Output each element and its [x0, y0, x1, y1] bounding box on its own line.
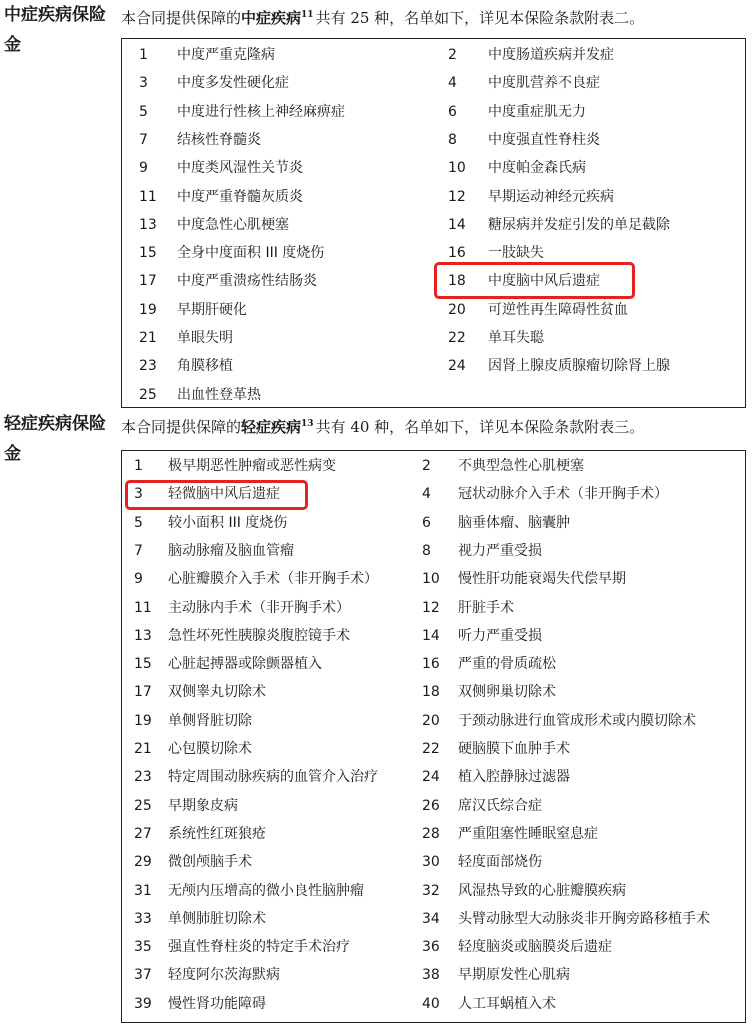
- list-item: [139, 183, 439, 211]
- list-item: [134, 877, 419, 905]
- item-name: 心脏瓣膜介入手术（非开胸手术）: [168, 571, 378, 588]
- item-number: 2: [448, 47, 457, 63]
- item-number: 27: [134, 825, 152, 842]
- item-name: 早期象皮病: [168, 797, 238, 814]
- item-name: 全身中度面积 III 度烧伤: [177, 245, 325, 262]
- list-item: [422, 792, 742, 820]
- item-name: 无颅内压增高的微小良性脑肿瘤: [168, 882, 364, 899]
- item-number: 16: [448, 245, 466, 262]
- item-name: 出血性登革热: [177, 386, 261, 403]
- item-number: 13: [134, 627, 152, 644]
- item-number: 5: [134, 514, 143, 531]
- item-number: 8: [448, 131, 457, 148]
- list-item: [134, 678, 419, 706]
- item-number: 7: [134, 542, 143, 559]
- list-item: [422, 735, 742, 763]
- item-number: 13: [139, 216, 157, 233]
- item-name: 脑垂体瘤、脑囊肿: [458, 514, 570, 531]
- item-name: 严重的骨质疏松: [458, 656, 556, 673]
- item-name: 硬脑膜下血肿手术: [458, 741, 570, 757]
- list-item: [139, 239, 439, 267]
- item-name: 急性坏死性胰腺炎腹腔镜手术: [168, 627, 350, 644]
- list-item: [422, 961, 742, 989]
- item-name: 强直性脊柱炎的特定手术治疗: [168, 939, 350, 956]
- list-item: [422, 678, 742, 706]
- list-item: [422, 763, 742, 791]
- item-number: 1: [134, 458, 143, 474]
- item-name: 严重阻塞性睡眠窒息症: [458, 825, 598, 842]
- item-name: 人工耳蜗植入术: [458, 995, 556, 1012]
- item-name: 微创颅脑手术: [168, 854, 252, 871]
- list-item: [134, 650, 419, 678]
- list-item: [139, 296, 439, 324]
- item-number: 21: [134, 741, 152, 757]
- section-title: 轻症疾病保险金: [4, 414, 106, 464]
- item-name: 结核性脊髓炎: [177, 131, 261, 148]
- item-number: 23: [139, 358, 157, 375]
- intro-suffix: 共有 25 种，名单如下，详见本保险条款附表二。: [315, 9, 645, 27]
- list-item: [139, 69, 439, 97]
- list-item: [134, 933, 419, 961]
- item-number: 22: [422, 741, 440, 757]
- item-number: 12: [422, 599, 440, 616]
- item-name: 不典型急性心肌梗塞: [458, 458, 584, 474]
- footnote-mark: 11: [301, 10, 314, 20]
- item-number: 6: [422, 514, 431, 531]
- item-name: 肝脏手术: [458, 599, 514, 616]
- item-number: 26: [422, 797, 440, 814]
- list-item: [134, 509, 419, 537]
- item-number: 35: [134, 939, 152, 956]
- list-item: [134, 537, 419, 565]
- list-item: [134, 848, 419, 876]
- item-number: 1: [139, 47, 148, 63]
- item-number: 22: [448, 330, 466, 346]
- item-name: 听力严重受损: [458, 627, 542, 644]
- item-number: 10: [422, 571, 440, 588]
- item-name: 轻度面部烧伤: [458, 854, 542, 871]
- item-name: 中度肌营养不良症: [488, 75, 600, 92]
- list-item: [139, 352, 439, 380]
- list-item: [422, 933, 742, 961]
- list-item: [139, 324, 439, 352]
- item-number: 20: [448, 301, 466, 318]
- list-item: [422, 707, 742, 735]
- item-name: 中度强直性脊柱炎: [488, 131, 600, 148]
- item-number: 5: [139, 103, 148, 120]
- item-name: 轻度脑炎或脑膜炎后遗症: [458, 939, 612, 956]
- item-name: 风湿热导致的心脏瓣膜疾病: [458, 882, 626, 899]
- item-number: 39: [134, 995, 152, 1012]
- highlight-box: [125, 480, 308, 510]
- item-name: 中度严重溃疡性结肠炎: [177, 273, 317, 290]
- list-item: [448, 352, 743, 380]
- item-name: 因肾上腺皮质腺瘤切除肾上腺: [488, 358, 670, 375]
- section-intro: [121, 409, 751, 442]
- item-name: 中度严重克隆病: [177, 47, 275, 63]
- list-item: [134, 594, 419, 622]
- list-item: [448, 324, 743, 352]
- list-item: [134, 990, 419, 1018]
- item-name: 糖尿病并发症引发的单足截除: [488, 216, 670, 233]
- item-number: 7: [139, 131, 148, 148]
- item-number: 3: [139, 75, 148, 92]
- list-item: [422, 537, 742, 565]
- item-number: 25: [134, 797, 152, 814]
- item-name: 轻微脑中风后遗症: [168, 486, 280, 503]
- list-item: [134, 905, 419, 933]
- list-item: [422, 848, 742, 876]
- item-number: 9: [134, 571, 143, 588]
- item-number: 16: [422, 656, 440, 673]
- list-item: [422, 594, 742, 622]
- list-item: [422, 565, 742, 593]
- item-name: 系统性红斑狼疮: [168, 825, 266, 842]
- list-item: [139, 126, 439, 154]
- list-item: [448, 69, 743, 97]
- item-number: 17: [134, 684, 152, 701]
- list-item: [134, 763, 419, 791]
- item-name: 中度严重脊髓灰质炎: [177, 188, 303, 205]
- list-item: [134, 707, 419, 735]
- list-item: [139, 98, 439, 126]
- item-number: 38: [422, 967, 440, 984]
- item-number: 30: [422, 854, 440, 871]
- item-number: 19: [139, 301, 157, 318]
- item-number: 19: [134, 712, 152, 729]
- list-item: [448, 296, 743, 324]
- item-number: 8: [422, 542, 431, 559]
- item-name: 脑动脉瘤及脑血管瘤: [168, 542, 294, 559]
- disease-list-box: [121, 450, 746, 1023]
- item-number: 24: [448, 358, 466, 375]
- item-name: 中度急性心肌梗塞: [177, 216, 289, 233]
- item-number: 9: [139, 160, 148, 177]
- list-item: [422, 480, 742, 508]
- item-number: 10: [448, 160, 466, 177]
- item-name: 中度帕金森氏病: [488, 160, 586, 177]
- item-number: 23: [134, 769, 152, 786]
- item-number: 31: [134, 882, 152, 899]
- intro-suffix: 共有 40 种，名单如下，详见本保险条款附表三。: [315, 418, 645, 436]
- intro-term: 轻症疾病: [241, 418, 302, 436]
- item-number: 21: [139, 330, 157, 346]
- list-item: [134, 961, 419, 989]
- list-item: [134, 452, 419, 480]
- item-number: 4: [422, 486, 431, 503]
- list-item: [139, 211, 439, 239]
- item-number: 18: [448, 273, 466, 290]
- item-name: 单眼失明: [177, 330, 233, 346]
- item-number: 18: [422, 684, 440, 701]
- item-name: 双侧卵巢切除术: [458, 684, 556, 701]
- item-name: 单耳失聪: [488, 330, 544, 346]
- item-name: 心脏起搏器或除颤器植入: [168, 656, 322, 673]
- item-number: 3: [134, 486, 143, 503]
- list-item: [134, 820, 419, 848]
- item-number: 32: [422, 882, 440, 899]
- list-item: [448, 98, 743, 126]
- list-item: [134, 565, 419, 593]
- item-name: 中度脑中风后遗症: [488, 273, 600, 290]
- item-name: 中度进行性核上神经麻痹症: [177, 103, 345, 120]
- item-name: 极早期恶性肿瘤或恶性病变: [168, 458, 336, 474]
- intro-prefix: 本合同提供保障的: [121, 418, 242, 436]
- item-name: 单侧肾脏切除: [168, 712, 252, 729]
- list-item: [422, 820, 742, 848]
- item-name: 单侧肺脏切除术: [168, 910, 266, 927]
- item-number: 34: [422, 910, 440, 927]
- item-number: 25: [139, 386, 157, 403]
- item-number: 15: [134, 656, 152, 673]
- list-item: [448, 183, 743, 211]
- item-number: 20: [422, 712, 440, 729]
- list-item: [422, 877, 742, 905]
- item-name: 轻度阿尔茨海默病: [168, 967, 280, 984]
- item-number: 37: [134, 967, 152, 984]
- item-number: 14: [422, 627, 440, 644]
- list-item: [448, 126, 743, 154]
- item-name: 慢性肾功能障碍: [168, 995, 266, 1012]
- item-number: 40: [422, 995, 440, 1012]
- item-name: 角膜移植: [177, 358, 233, 375]
- list-item: [422, 650, 742, 678]
- item-name: 视力严重受损: [458, 542, 542, 559]
- list-item: [448, 41, 743, 69]
- item-name: 可逆性再生障碍性贫血: [488, 301, 628, 318]
- list-item: [448, 211, 743, 239]
- list-item: [422, 452, 742, 480]
- footnote-mark: 13: [301, 419, 314, 429]
- item-name: 早期肝硬化: [177, 301, 247, 318]
- item-number: 4: [448, 75, 457, 92]
- item-name: 较小面积 III 度烧伤: [168, 514, 288, 531]
- item-name: 中度类风湿性关节炎: [177, 160, 303, 177]
- item-number: 14: [448, 216, 466, 233]
- item-name: 植入腔静脉过滤器: [458, 769, 570, 786]
- list-item: [134, 622, 419, 650]
- list-item: [422, 990, 742, 1018]
- item-name: 心包膜切除术: [168, 741, 252, 757]
- item-name: 主动脉内手术（非开胸手术）: [168, 599, 350, 616]
- item-name: 头臂动脉型大动脉炎非开胸旁路移植手术: [458, 910, 710, 927]
- intro-term: 中症疾病: [241, 9, 302, 27]
- item-number: 12: [448, 188, 466, 205]
- item-name: 冠状动脉介入手术（非开胸手术）: [458, 486, 668, 503]
- item-name: 席汉氏综合症: [458, 797, 542, 814]
- list-item: [448, 154, 743, 182]
- item-name: 中度重症肌无力: [488, 103, 586, 120]
- list-item: [139, 41, 439, 69]
- item-number: 36: [422, 939, 440, 956]
- item-number: 33: [134, 910, 152, 927]
- list-item: [134, 792, 419, 820]
- item-name: 一肢缺失: [488, 245, 544, 262]
- section-intro: [121, 0, 751, 33]
- list-item: [139, 154, 439, 182]
- item-name: 中度肠道疾病并发症: [488, 47, 614, 63]
- item-number: 24: [422, 769, 440, 786]
- item-name: 于颈动脉进行血管成形术或内膜切除术: [458, 712, 696, 729]
- item-number: 29: [134, 854, 152, 871]
- list-item: [422, 905, 742, 933]
- list-item: [139, 381, 439, 409]
- section-title: 中症疾病保险金: [4, 5, 106, 55]
- item-name: 特定周围动脉疾病的血管介入治疗: [168, 769, 378, 786]
- list-item: [139, 267, 439, 295]
- item-number: 15: [139, 245, 157, 262]
- item-name: 早期原发性心肌病: [458, 967, 570, 984]
- item-name: 中度多发性硬化症: [177, 75, 289, 92]
- list-item: [422, 509, 742, 537]
- item-number: 17: [139, 273, 157, 290]
- list-item: [134, 735, 419, 763]
- item-number: 28: [422, 825, 440, 842]
- item-number: 2: [422, 458, 431, 474]
- highlight-box: [434, 262, 635, 299]
- item-number: 6: [448, 103, 457, 120]
- list-item: [422, 622, 742, 650]
- item-number: 11: [139, 188, 157, 205]
- item-name: 双侧睾丸切除术: [168, 684, 266, 701]
- item-name: 早期运动神经元疾病: [488, 188, 614, 205]
- intro-prefix: 本合同提供保障的: [121, 9, 242, 27]
- item-name: 慢性肝功能衰竭失代偿早期: [458, 571, 626, 588]
- item-number: 11: [134, 599, 152, 616]
- disease-list-box: [121, 38, 746, 408]
